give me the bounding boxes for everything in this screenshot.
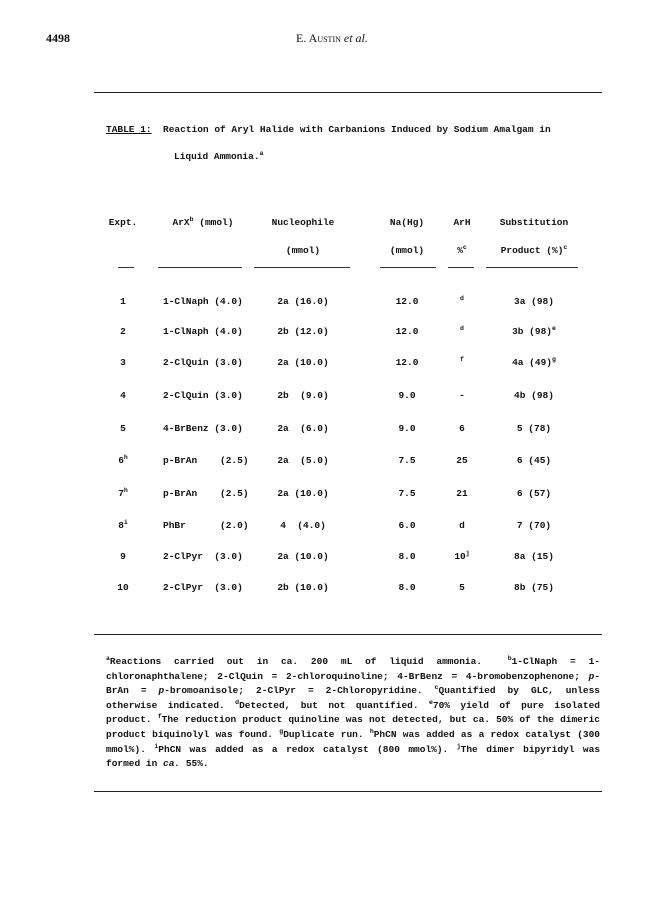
cell-product — [490, 423, 578, 434]
header-underline-arx — [158, 267, 242, 268]
cell-na — [378, 423, 436, 434]
arh-value: 10 — [454, 551, 466, 562]
nucleophile-amount: (9.0) — [288, 390, 329, 401]
nucleophile-amount: (5.0) — [288, 455, 329, 466]
nucleophile-amount: (4.0) — [285, 520, 326, 531]
footnote-g: Duplicate run. — [283, 728, 364, 740]
cell-arx — [163, 582, 243, 593]
footnote-i-mark: i — [154, 742, 159, 750]
footnote-c: Quantified by GLC, unless otherwise indicated. — [106, 685, 600, 711]
cell-arh — [440, 390, 484, 401]
product-yield: (98) — [525, 296, 554, 307]
product-footnote-mark: e — [552, 324, 556, 332]
arx-value: 1-ClNaph (4.0) — [163, 326, 243, 337]
product-id: 3b — [512, 326, 524, 337]
nucleophile-amount: (10.0) — [288, 488, 329, 499]
footnote-j-italic: ca. — [163, 758, 181, 770]
arx-value: 1-ClNaph (4.0) — [163, 296, 243, 307]
arx-value: p-BrAn (2.5) — [163, 488, 249, 499]
col-header-arh-unit-text: % — [457, 245, 463, 256]
cell-expt — [103, 390, 143, 401]
na-value: 8.0 — [398, 551, 416, 562]
nucleophile-id: 2a — [277, 357, 289, 368]
expt-number: 1 — [120, 296, 126, 307]
na-value: 12.0 — [395, 326, 419, 337]
cell-product — [490, 520, 578, 531]
cell-na — [378, 296, 436, 307]
footnotes — [106, 655, 600, 772]
cell-na — [378, 357, 436, 368]
col-header-nucleophile: Nucleophile — [271, 217, 335, 228]
product-yield: (75) — [525, 582, 554, 593]
nucleophile-id: 2a — [277, 296, 289, 307]
expt-number: 8 — [118, 520, 124, 531]
cell-expt — [103, 326, 143, 337]
na-value: 12.0 — [395, 296, 419, 307]
cell-arh — [440, 520, 484, 531]
cell-arh — [440, 296, 484, 307]
cell-nucleophile — [258, 582, 348, 593]
cell-product — [490, 582, 578, 593]
footnote-j-mark: j — [456, 742, 461, 750]
table-title-line2 — [174, 151, 263, 162]
cell-arx — [163, 488, 249, 499]
product-footnote-mark: g — [552, 355, 556, 363]
cell-arh — [440, 488, 484, 499]
nucleophile-amount: (10.0) — [288, 582, 329, 593]
expt-footnote-mark: h — [123, 453, 128, 461]
col-header-substitution: Substitution — [499, 217, 569, 228]
cell-nucleophile — [258, 296, 348, 307]
nucleophile-id: 2a — [277, 488, 289, 499]
col-header-arx-text: ArX — [172, 217, 190, 228]
product-yield: (70) — [522, 520, 552, 531]
arx-value: 2-ClPyr (3.0) — [163, 551, 243, 562]
expt-number: 6 — [118, 455, 124, 466]
arh-value: - — [459, 390, 465, 401]
cell-nucleophile — [258, 390, 348, 401]
page-number: 4498 — [46, 31, 70, 45]
col-header-na-unit: (mmol) — [389, 245, 425, 256]
nucleophile-id: 2a — [277, 423, 289, 434]
table-caption — [106, 124, 551, 135]
cell-arh — [440, 423, 484, 434]
nucleophile-amount: (10.0) — [288, 357, 329, 368]
cell-arx — [163, 423, 243, 434]
cell-arx — [163, 551, 243, 562]
footnote-b-2: -BrAn = — [106, 670, 601, 697]
table-title-line1: Reaction of Aryl Halide with Carbanions Induced by Sodium Amalgam in — [163, 124, 551, 135]
footnote-j: The dimer bipyridyl was formed in — [106, 743, 601, 770]
expt-footnote-mark: h — [123, 486, 128, 494]
cell-nucleophile — [258, 520, 348, 531]
running-head-etal: et al. — [343, 31, 368, 45]
cell-product — [490, 390, 578, 401]
footnote-g-mark: g — [279, 727, 284, 735]
arh-value: 5 — [459, 582, 465, 593]
arh-footnote-mark: d — [460, 324, 464, 332]
arx-value: 2-ClPyr (3.0) — [163, 582, 243, 593]
nucleophile-id: 2a — [277, 551, 289, 562]
cell-na — [378, 582, 436, 593]
product-id: 6 — [516, 488, 523, 499]
cell-expt — [103, 551, 143, 562]
arh-value: 6 — [459, 423, 465, 434]
footnote-f: The reduction product quinoline was not detected, but ca. 50% of the dimeric product biquinolyl was found. — [106, 714, 600, 740]
cell-product — [490, 488, 578, 499]
cell-expt — [103, 488, 143, 499]
na-value: 6.0 — [398, 520, 416, 531]
col-header-substitution-unit — [490, 245, 578, 256]
nucleophile-id: 2b — [277, 582, 289, 593]
col-header-sub-sup: c — [563, 243, 568, 251]
running-head-author: E. Austin — [296, 31, 341, 45]
expt-number: 10 — [117, 582, 129, 593]
footnote-b-italic-2: p — [158, 685, 165, 697]
cell-arx — [163, 296, 243, 307]
product-id: 3a — [514, 296, 526, 307]
col-header-arx — [163, 217, 243, 228]
running-head — [296, 31, 368, 46]
nucleophile-amount: (10.0) — [288, 551, 329, 562]
cell-arh — [440, 582, 484, 593]
product-id: 5 — [516, 423, 523, 434]
cell-na — [378, 520, 436, 531]
top-rule — [94, 92, 602, 93]
arh-footnote-mark: f — [460, 355, 464, 363]
header-underline-nucleophile — [254, 267, 350, 268]
product-yield: (98) — [525, 390, 554, 401]
nucleophile-amount: (12.0) — [288, 326, 329, 337]
cell-product — [490, 326, 578, 337]
product-id: 8a — [514, 551, 526, 562]
arh-footnote-mark: j — [465, 549, 470, 557]
arx-value: 2-ClQuin (3.0) — [163, 357, 243, 368]
footnote-h: PhCN was added as a redox catalyst (300 mmol%). — [106, 728, 600, 755]
expt-number: 4 — [120, 390, 126, 401]
na-value: 8.0 — [398, 582, 416, 593]
cell-expt — [103, 296, 143, 307]
expt-number: 9 — [120, 551, 126, 562]
footnote-d-mark: d — [235, 698, 240, 706]
arx-value: 4-BrBenz (3.0) — [163, 423, 243, 434]
expt-number: 2 — [120, 326, 126, 337]
footnote-f-mark: f — [157, 713, 162, 721]
footnote-e-mark: e — [428, 698, 433, 706]
cell-arx — [163, 390, 243, 401]
cell-product — [490, 455, 578, 466]
arh-value: d — [459, 520, 465, 531]
cell-expt — [103, 520, 143, 531]
footnote-a: Reactions carried out in ca. 200 mL of liquid ammonia. — [109, 656, 483, 667]
col-header-arx-sup: b — [189, 215, 194, 223]
arh-value: 25 — [456, 455, 468, 466]
product-yield: (45) — [522, 455, 552, 466]
product-id: 8b — [514, 582, 526, 593]
arx-value: PhBr (2.0) — [163, 520, 249, 531]
col-header-arx-unit: (mmol) — [199, 217, 234, 228]
cell-product — [490, 357, 578, 368]
cell-na — [378, 455, 436, 466]
product-id: 6 — [516, 455, 523, 466]
cell-expt — [103, 357, 143, 368]
cell-expt — [103, 582, 143, 593]
cell-product — [490, 551, 578, 562]
footnote-b-italic-1: p — [588, 670, 595, 682]
arx-value: 2-ClQuin (3.0) — [163, 390, 243, 401]
arh-footnote-mark: d — [460, 294, 464, 302]
product-yield: (98) — [523, 326, 552, 337]
footnote-i: PhCN was added as a redox catalyst (800 mmol%). — [158, 743, 449, 755]
product-id: 4a — [512, 357, 524, 368]
cell-na — [378, 488, 436, 499]
expt-number: 3 — [120, 357, 126, 368]
cell-nucleophile — [258, 455, 348, 466]
nucleophile-amount: (6.0) — [288, 423, 329, 434]
expt-footnote-mark: i — [123, 518, 128, 526]
nucleophile-id: 4 — [280, 520, 286, 531]
cell-nucleophile — [258, 357, 348, 368]
cell-na — [378, 390, 436, 401]
table-title-text: Liquid Ammonia. — [174, 151, 260, 162]
product-yield: (78) — [522, 423, 552, 434]
cell-nucleophile — [258, 423, 348, 434]
expt-number: 7 — [118, 488, 124, 499]
product-yield: (57) — [522, 488, 552, 499]
cell-arh — [440, 455, 484, 466]
footnote-d: Detected, but not quantified. — [239, 699, 419, 711]
footnote-a-mark: a — [106, 654, 110, 662]
cell-expt — [103, 423, 143, 434]
product-yield: (49) — [523, 357, 552, 368]
arx-value: p-BrAn (2.5) — [163, 455, 249, 466]
cell-arx — [163, 326, 243, 337]
cell-arh — [440, 326, 484, 337]
header-underline-expt — [118, 267, 134, 268]
table-title-mark: a — [259, 149, 264, 157]
col-header-arh-sup: c — [462, 243, 467, 251]
cell-expt — [103, 455, 143, 466]
na-value: 9.0 — [398, 423, 416, 434]
nucleophile-id: 2b — [277, 326, 289, 337]
header-underline-arh — [448, 267, 474, 268]
footnote-block — [106, 655, 600, 772]
cell-nucleophile — [258, 326, 348, 337]
header-underline-na — [380, 267, 436, 268]
na-value: 9.0 — [398, 390, 416, 401]
na-value: 7.5 — [398, 455, 416, 466]
col-header-arh-unit — [440, 245, 484, 256]
expt-number: 5 — [120, 423, 126, 434]
footnote-e: 70% yield of pure isolated product. — [106, 699, 600, 726]
footnote-h-mark: h — [369, 727, 374, 735]
col-header-arh: ArH — [453, 217, 471, 228]
cell-product — [490, 296, 578, 307]
footnote-c-mark: c — [434, 684, 439, 692]
col-header-nucleophile-unit: (mmol) — [285, 245, 321, 256]
cell-arh — [440, 357, 484, 368]
cell-nucleophile — [258, 551, 348, 562]
col-header-sub-unit-text: Product (%) — [500, 245, 564, 256]
na-value: 7.5 — [398, 488, 416, 499]
table-bottom-rule — [94, 634, 602, 635]
nucleophile-id: 2b — [277, 390, 289, 401]
nucleophile-amount: (16.0) — [288, 296, 329, 307]
nucleophile-id: 2a — [277, 455, 289, 466]
arh-value: 21 — [456, 488, 468, 499]
cell-arx — [163, 455, 249, 466]
header-underline-substitution — [486, 267, 578, 268]
cell-na — [378, 551, 436, 562]
col-header-expt: Expt. — [108, 217, 138, 228]
footnote-b-mark: b — [507, 654, 512, 662]
footnote-bottom-rule — [94, 791, 602, 792]
footnote-b: 1-ClNaph = 1-chloronaphthalene; 2-ClQuin = 2-chloroquinoline; 4-BrBenz = 4-bromobenzophenone; — [106, 656, 600, 682]
cell-arx — [163, 520, 249, 531]
cell-na — [378, 326, 436, 337]
na-value: 12.0 — [395, 357, 419, 368]
product-yield: (15) — [525, 551, 554, 562]
footnote-b-3: -bromoanisole; 2-ClPyr = 2-Chloropyridine. — [164, 685, 423, 697]
col-header-na: Na(Hg) — [389, 217, 425, 228]
product-id: 4b — [514, 390, 526, 401]
table-label: TABLE 1: — [106, 124, 152, 135]
product-id: 7 — [516, 520, 523, 531]
footnote-j-end: 55%. — [185, 758, 209, 770]
cell-nucleophile — [258, 488, 348, 499]
cell-arh — [440, 551, 484, 562]
cell-arx — [163, 357, 243, 368]
